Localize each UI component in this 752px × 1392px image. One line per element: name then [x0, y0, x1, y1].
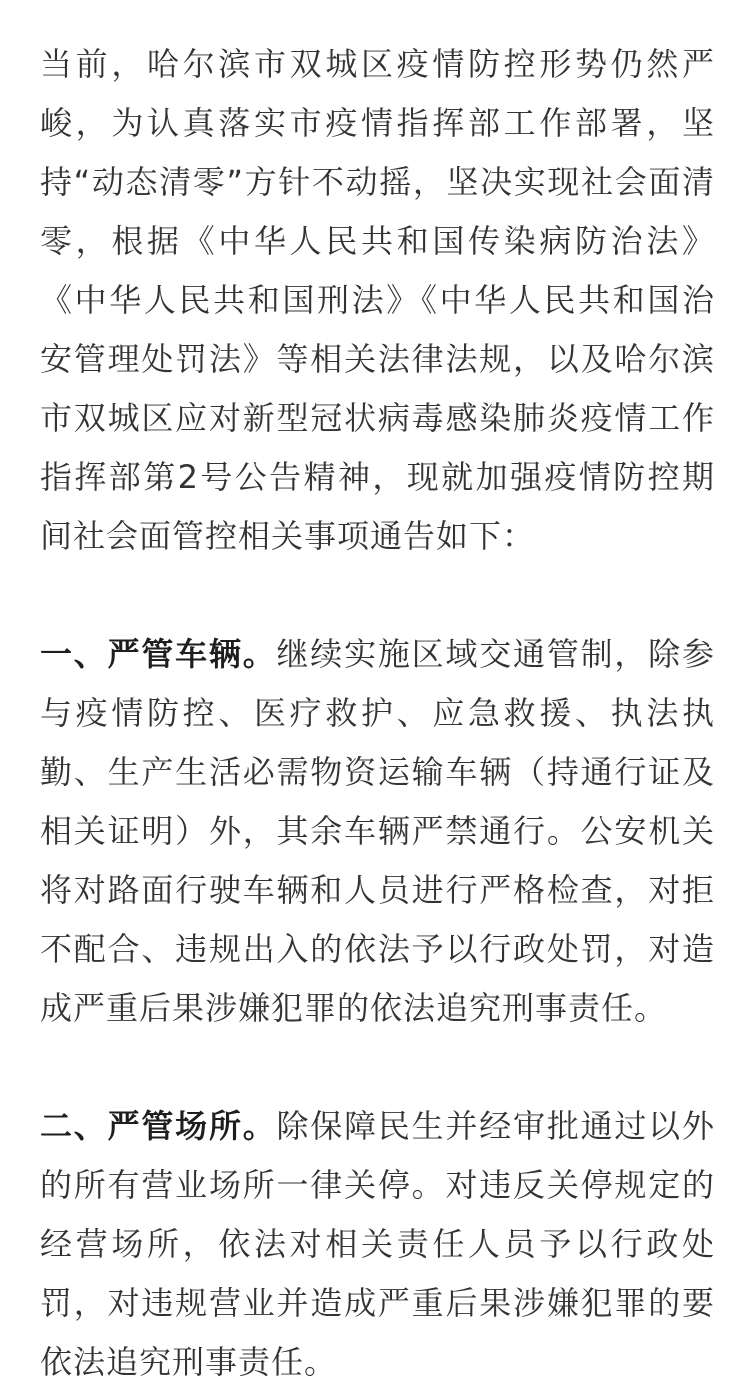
- intro-text: 当前，哈尔滨市双城区疫情防控形势仍然严峻，为认真落实市疫情指挥部工作部署，坚持“动态清零”方针不动摇，坚决实现社会面清零，根据《中华人民共和国传染病防治法》《中华人民共和国刑法》《中华人民共和国治安管理处罚法》等相关法律法规，以及哈尔滨市双城区应对新型冠状病毒感染肺炎疫情工作指挥部第2号公告精神，现就加强疫情防控期间社会面管控相关事项通告如下：: [40, 45, 715, 555]
- article-body: [40, 35, 715, 1392]
- section-vehicles-heading: 一、严管车辆。: [40, 635, 277, 673]
- section-vehicles: [40, 625, 715, 1038]
- section-venues: [40, 1097, 715, 1392]
- section-venues-text: 除保障民生并经审批通过以外的所有营业场所一律关停。对违反关停规定的经营场所，依法对相关责任人员予以行政处罚，对违规营业并造成严重后果涉嫌犯罪的要依法追究刑事责任。: [40, 1107, 715, 1381]
- section-venues-heading: 二、严管场所。: [40, 1107, 277, 1145]
- intro-paragraph: [40, 35, 715, 566]
- section-vehicles-text: 继续实施区域交通管制，除参与疫情防控、医疗救护、应急救援、执法执勤、生产生活必需物资运输车辆（持通行证及相关证明）外，其余车辆严禁通行。公安机关将对路面行驶车辆和人员进行严格检查，对拒不配合、违规出入的依法予以行政处罚，对造成严重后果涉嫌犯罪的依法追究刑事责任。: [40, 635, 715, 1027]
